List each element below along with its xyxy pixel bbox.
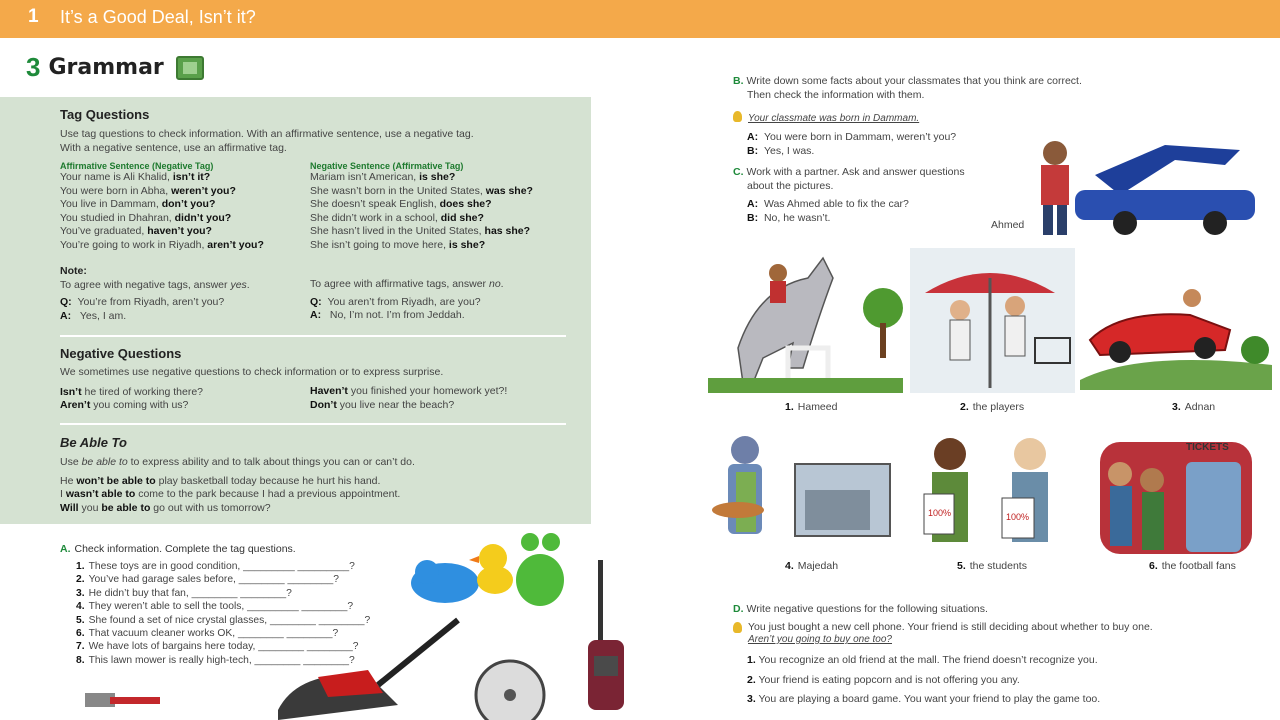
hammer-image: [80, 685, 160, 720]
exercise-a-item: [76, 573, 370, 586]
affirmative-column-heading: Affirmative Sentence (Negative Tag): [60, 161, 214, 171]
item-number: 5.: [76, 614, 85, 626]
be-able-to-intro: Use be able to to express ability and to talk about things you can or can’t do.: [60, 456, 415, 468]
exercise-a-item: [76, 600, 370, 613]
picture-hameed: [708, 248, 903, 393]
ahmed-car-illustration: [1025, 135, 1265, 240]
text: go out with us tomorrow?: [150, 501, 271, 514]
caption-4: 4. Majedah: [785, 560, 839, 572]
item-number: 7.: [76, 641, 85, 653]
item-text: We have lots of bargains here today, ________ ________?: [88, 641, 359, 653]
negative-row: [310, 198, 533, 212]
exercise-d-item: [747, 651, 1153, 671]
ahmed-caption: Ahmed: [991, 219, 1025, 231]
lightbulb-icon: [733, 111, 742, 122]
negative-question-example: [310, 399, 507, 413]
question-word: Don’t: [310, 398, 337, 411]
unit-header-bar: [0, 0, 1280, 38]
note-left-text: To agree with negative tags, answer yes.: [60, 278, 250, 291]
item-number: 2.: [76, 574, 85, 586]
exercise-b-instruction-2: Then check the information with them.: [747, 89, 925, 101]
caption-3: 3. Adnan: [1172, 401, 1216, 413]
tag-intro-2: With a negative sentence, use an affirmative tag.: [60, 141, 287, 154]
section-title: Grammar: [48, 55, 164, 80]
tag: aren’t you?: [207, 238, 264, 251]
negative-column: [310, 161, 533, 253]
bold-phrase: be able to: [101, 501, 151, 514]
be-able-to-examples: [60, 475, 415, 516]
section-number: 3: [26, 52, 41, 82]
text: I: [60, 488, 66, 500]
tag: didn’t you?: [174, 211, 232, 224]
caption-1: 1. Hameed: [785, 401, 838, 413]
negative-row: [310, 185, 533, 199]
be-able-to-example: [60, 488, 415, 502]
tag: weren’t you?: [171, 184, 236, 197]
item-number: 3.: [747, 693, 756, 705]
exercise-b-b: B: Yes, I was.: [747, 144, 815, 157]
exercise-d-example: You just bought a new cell phone. Your friend is still deciding about whether to buy one.: [733, 620, 1153, 634]
exercise-d-example-answer: Aren’t you going to buy one too?: [748, 634, 892, 645]
note-right-text: To agree with affirmative tags, answer no.: [310, 278, 504, 290]
item-text: You’ve had garage sales before, ________ ________?: [88, 574, 339, 586]
item-number: 1.: [747, 654, 756, 666]
tag: was she?: [485, 184, 533, 197]
negative-questions-intro: We sometimes use negative questions to check information or to express surprise.: [60, 366, 444, 378]
sentence: You’ve graduated,: [60, 225, 148, 238]
note-left-a: A: Yes, I am.: [60, 309, 127, 322]
caption-6: 6. the football fans: [1149, 560, 1236, 572]
exercise-b-example: Your classmate was born in Dammam.: [733, 108, 1082, 126]
affirmative-row: [60, 212, 264, 226]
item-number: 4.: [76, 601, 85, 613]
paper-score-1: 100%: [928, 508, 952, 518]
note-right-q: Q: You aren’t from Riyadh, are you?: [310, 295, 481, 308]
item-text: He didn’t buy that fan, ________ ________?: [88, 587, 292, 599]
affirmative-row: [60, 225, 264, 239]
question-word: Aren’t: [60, 399, 91, 411]
unit-title: It’s a Good Deal, Isn’t it?: [60, 7, 256, 27]
exercise-b-instruction: B. Write down some facts about your classmates that you think are correct.: [733, 75, 1082, 87]
bold-phrase: Will: [60, 501, 79, 514]
tag-questions-title: Tag Questions: [60, 107, 150, 122]
question-rest: you coming with us?: [90, 399, 189, 411]
sentence: You were born in Abha,: [60, 184, 172, 197]
sentence: She hasn’t lived in the United States,: [310, 225, 485, 238]
exercise-d: [733, 602, 1153, 710]
negative-rows: [310, 171, 533, 253]
item-number: 2.: [747, 673, 756, 686]
tag: is she?: [419, 171, 456, 183]
negative-row: [310, 225, 533, 239]
tag: haven’t you?: [147, 225, 212, 238]
divider: [60, 423, 566, 425]
fan-image: [470, 655, 552, 720]
exercise-c-a: A: Was Ahmed able to fix the car?: [747, 198, 909, 210]
negative-column-heading: Negative Sentence (Affirmative Tag): [310, 161, 464, 171]
sentence: You’re going to work in Riyadh,: [60, 238, 208, 251]
tag: does she?: [439, 198, 492, 211]
sentence: You studied in Dhahran,: [60, 211, 175, 224]
bold-phrase: wasn’t able to: [65, 488, 136, 500]
sentence: She didn’t work in a school,: [310, 211, 441, 224]
exercise-d-items: [733, 651, 1153, 710]
tickets-sign: TICKETS: [1186, 442, 1229, 453]
affirmative-row: [60, 171, 264, 185]
picture-the-students: [920, 432, 1070, 552]
item-text: This lawn mower is really high-tech, ________ ________?: [88, 654, 355, 666]
negative-row: [310, 239, 533, 253]
be-able-to-section: [60, 435, 415, 515]
be-able-to-example: [60, 475, 415, 489]
caption-5: 5. the students: [957, 560, 1027, 572]
lawn-mower-image: [258, 615, 473, 720]
item-text: She found a set of nice crystal glasses, ________ ________?: [88, 614, 371, 626]
sentence: She wasn’t born in the United States,: [310, 184, 486, 197]
text: come to the park because I had a previous appointment.: [135, 488, 401, 500]
picture-adnan: [1080, 280, 1272, 390]
tag: don’t you?: [161, 198, 216, 211]
be-able-to-example: [60, 502, 415, 516]
lightbulb-icon: [733, 622, 742, 633]
unit-number: 1: [28, 6, 39, 27]
negative-question-example: [310, 385, 507, 399]
negative-questions-right-col: [310, 385, 507, 412]
item-text: You recognize an old friend at the mall. The friend doesn’t recognize you.: [755, 654, 1098, 666]
question-word: Isn’t: [60, 385, 82, 398]
sentence: Mariam isn’t American,: [310, 171, 420, 183]
bold-phrase: won’t be able to: [76, 474, 156, 487]
item-text: You are playing a board game. You want your friend to play the game too.: [755, 693, 1101, 705]
item-number: 8.: [76, 654, 85, 666]
item-text: That vacuum cleaner works OK, ________ ________?: [88, 628, 339, 640]
caption-2: 2. the players: [960, 401, 1025, 413]
affirmative-rows: [60, 171, 264, 253]
negative-questions-title: Negative Questions: [60, 346, 182, 361]
exercise-c-instruction-2: about the pictures.: [747, 180, 834, 192]
text: play basketball today because he hurt his hand.: [155, 474, 381, 487]
grammar-book-icon: [176, 56, 204, 80]
item-number: 6.: [76, 628, 85, 640]
question-rest: you live near the beach?: [336, 398, 455, 411]
picture-majedah: [710, 432, 895, 552]
item-text: They weren’t able to sell the tools, _________ ________?: [88, 601, 354, 613]
negative-row: [310, 171, 533, 185]
tag-intro-1: Use tag questions to check information. With an affirmative sentence, use a negative tag.: [60, 128, 474, 140]
exercise-c: [733, 165, 965, 225]
affirmative-row: [60, 198, 264, 212]
divider: [60, 335, 566, 337]
question-rest: you finished your homework yet?!: [347, 385, 508, 397]
note-label: Note:: [60, 265, 87, 277]
item-number: 3.: [76, 587, 85, 599]
picture-the-players: [910, 248, 1075, 393]
question-rest: he tired of working there?: [81, 385, 203, 398]
exercise-d-item: [747, 690, 1153, 710]
exercise-a-instruction: A. Check information. Complete the tag questions.: [60, 543, 296, 555]
exercise-c-instruction: C. Work with a partner. Ask and answer questions: [733, 166, 965, 178]
paper-score-2: 100%: [1006, 512, 1030, 522]
affirmative-column: [60, 161, 264, 253]
tag: did she?: [440, 211, 484, 224]
note-right: [310, 278, 504, 323]
exercise-b-a: A: You were born in Dammam, weren’t you?: [747, 131, 957, 143]
exercise-c-b: B: No, he wasn’t.: [747, 211, 831, 224]
text: you: [78, 501, 102, 514]
sentence: She isn’t going to move here,: [310, 238, 449, 251]
item-text: These toys are in good condition, _________ _________?: [88, 561, 355, 572]
exercise-d-instruction: D. Write negative questions for the following situations.: [733, 603, 988, 615]
sentence: Your name is Ali Khalid,: [60, 171, 173, 183]
affirmative-row: [60, 185, 264, 199]
exercise-d-item: [747, 671, 1153, 691]
grammar-box: [0, 97, 591, 524]
negative-row: [310, 212, 533, 226]
tag-questions-section: [60, 107, 474, 155]
tag: has she?: [484, 225, 531, 238]
text: He: [60, 474, 77, 487]
note-left: [60, 265, 250, 323]
item-number: 1.: [76, 561, 85, 572]
item-text: Your friend is eating popcorn and is not offering you any.: [755, 673, 1020, 686]
negative-questions-right: [310, 385, 507, 412]
sentence: You live in Dammam,: [60, 198, 162, 211]
vacuum-cleaner-image: [582, 560, 630, 720]
affirmative-row: [60, 239, 264, 253]
exercise-a-item: [76, 560, 370, 573]
question-word: Haven’t: [310, 385, 348, 397]
be-able-to-title: Be Able To: [60, 435, 127, 450]
sentence: She doesn’t speak English,: [310, 198, 440, 211]
tag: is she?: [448, 238, 486, 251]
picture-the-football-fans: [1100, 432, 1252, 554]
note-right-a: A: No, I’m not. I’m from Jeddah.: [310, 309, 465, 321]
toys-image: [405, 528, 575, 610]
note-left-q: Q: You’re from Riyadh, aren’t you?: [60, 296, 225, 308]
tag: isn’t it?: [172, 171, 211, 183]
exercise-a-item: [76, 587, 370, 600]
grammar-heading: [26, 52, 204, 83]
